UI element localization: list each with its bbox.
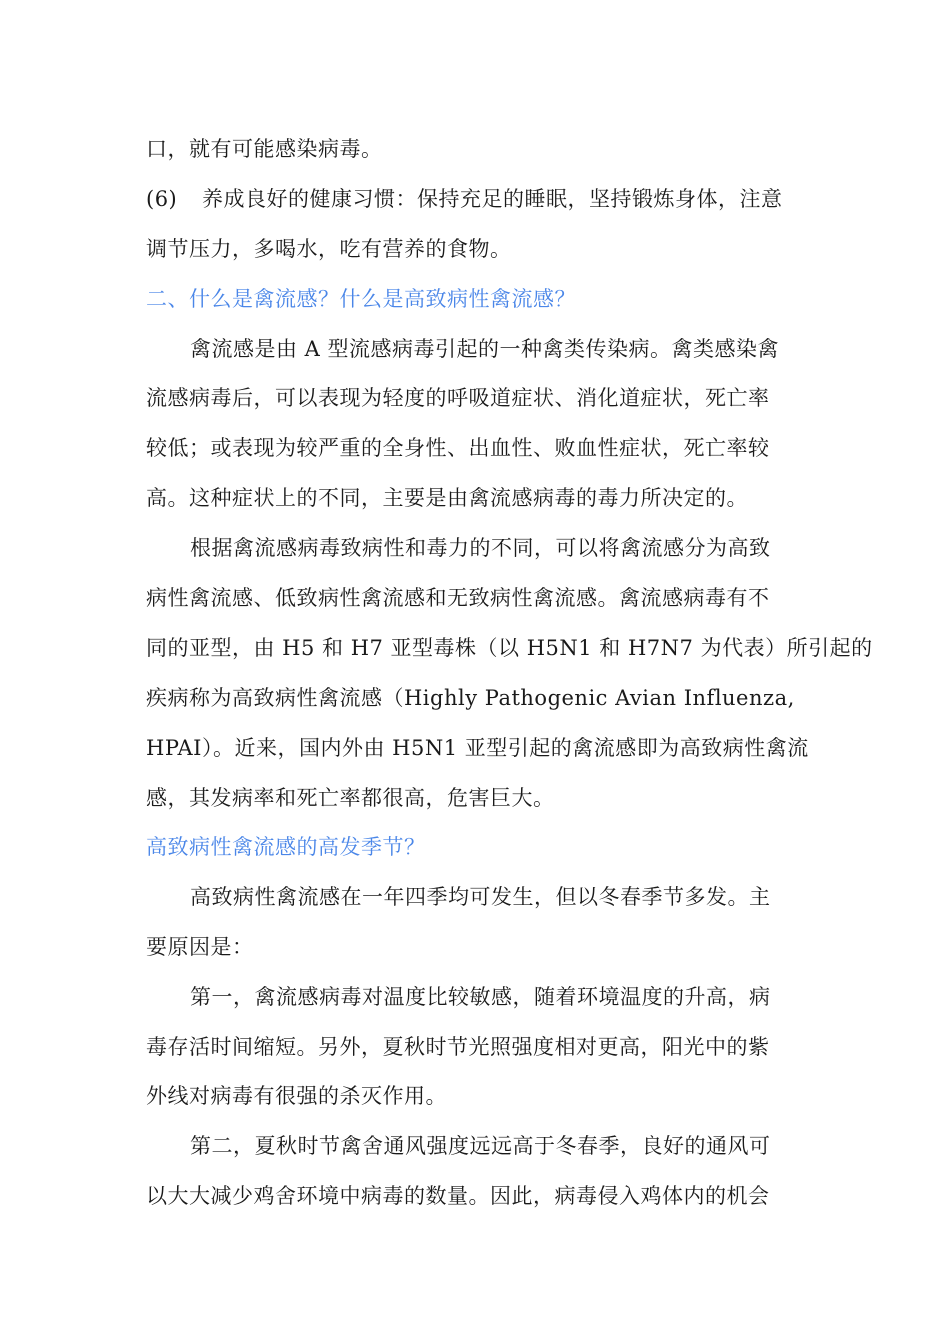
paragraph-line: 以大大减少鸡舍环境中病毒的数量。因此，病毒侵入鸡体内的机会 xyxy=(146,1184,770,1208)
paragraph-line: 毒存活时间缩短。另外，夏秋时节光照强度相对更高，阳光中的紫 xyxy=(146,1035,770,1059)
paragraph-line: 较低；或表现为较严重的全身性、出血性、败血性症状，死亡率较 xyxy=(146,436,770,460)
section-heading: 二、什么是禽流感？什么是高致病性禽流感？ xyxy=(146,287,576,311)
paragraph-line: 根据禽流感病毒致病性和毒力的不同，可以将禽流感分为高致 xyxy=(190,536,771,560)
list-item-text: 养成良好的健康习惯：保持充足的睡眠，坚持锻炼身体，注意 xyxy=(202,187,783,211)
text-line: 调节压力，多喝水，吃有营养的食物。 xyxy=(146,237,512,261)
paragraph-line: 第一，禽流感病毒对温度比较敏感，随着环境温度的升高，病 xyxy=(190,985,771,1009)
paragraph-line: 病性禽流感、低致病性禽流感和无致病性禽流感。禽流感病毒有不 xyxy=(146,586,770,610)
paragraph-line: 高致病性禽流感在一年四季均可发生，但以冬春季节多发。主 xyxy=(190,885,771,909)
item-number: (6) xyxy=(146,187,178,211)
paragraph-line: 外线对病毒有很强的杀灭作用。 xyxy=(146,1084,447,1108)
paragraph-line: 同的亚型，由 H5 和 H7 亚型毒株（以 H5N1 和 H7N7 为代表）所引起的 xyxy=(146,636,873,660)
paragraph-line: 高。这种症状上的不同，主要是由禽流感病毒的毒力所决定的。 xyxy=(146,486,748,510)
paragraph-line: 感，其发病率和死亡率都很高，危害巨大。 xyxy=(146,786,555,810)
paragraph-line: HPAI）。近来，国内外由 H5N1 亚型引起的禽流感即为高致病性禽流 xyxy=(146,736,809,760)
list-item-6 xyxy=(146,184,783,214)
paragraph-line: 第二，夏秋时节禽舍通风强度远远高于冬春季，良好的通风可 xyxy=(190,1134,771,1158)
paragraph-line: 流感病毒后，可以表现为轻度的呼吸道症状、消化道症状，死亡率 xyxy=(146,386,770,410)
paragraph-line: 禽流感是由 A 型流感病毒引起的一种禽类传染病。禽类感染禽 xyxy=(190,337,780,361)
paragraph-line: 疾病称为高致病性禽流感（Highly Pathogenic Avian Influenza, xyxy=(146,686,795,710)
text-line: 口，就有可能感染病毒。 xyxy=(146,137,383,161)
subsection-heading: 高致病性禽流感的高发季节？ xyxy=(146,835,426,859)
paragraph-line: 要原因是： xyxy=(146,935,254,959)
